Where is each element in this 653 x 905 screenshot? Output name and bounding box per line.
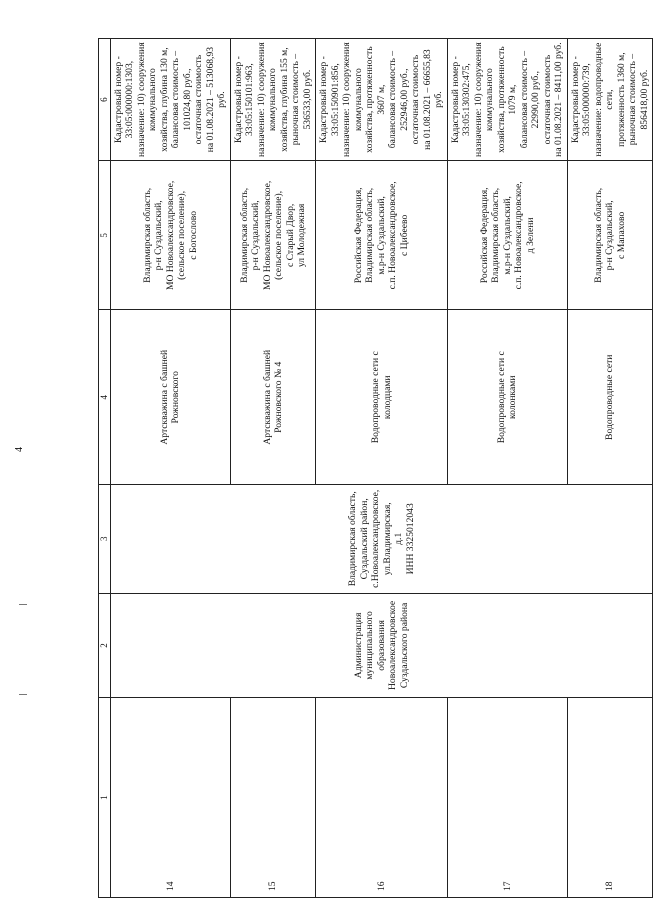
object-details: Кадастровый номер - 33:05:130302:475, назначение: 10) сооружения коммунального хозяйства, протяженность 1079 м, балансовая стоимость – 22990,00 руб., остаточная стоимость на 01.08.2021 – 8411,00 руб. [447,39,567,161]
object-details: Кадастровый номер - 33:05:000000:1303, назначение: 10) сооружения коммунального хозяйства, глубина 130 м, балансовая стоимость – 101024,80 руб., остаточная стоимость на 01.08.2021 – 513068,93 руб. [110,39,230,161]
object-name: Водопроводные сети с колодцами [316,310,448,485]
column-number: 3 [99,485,111,594]
object-name: Водопроводные сети с колонками [447,310,567,485]
column-number: 6 [99,39,111,161]
row-number: 18 [567,698,653,898]
property-table [98,38,653,898]
row-number: 16 [316,698,448,898]
rotated-table-sheet [98,38,650,898]
margin-mark [19,604,27,605]
owner-name: Администрация муниципального образования Новоалександровское Суздальского района [110,593,653,698]
object-location: Российская Федерация, Владимирская область, м.р-н Суздальский, с.п. Новоалександровское, д Зелени [447,161,567,310]
table-row [316,39,448,898]
page-number: 4 [14,447,25,452]
table-row [567,39,653,898]
row-number: 15 [230,698,316,898]
table-row [230,39,316,898]
object-name: Водопроводные сети [567,310,653,485]
column-number: 4 [99,310,111,485]
table-row [110,39,230,898]
object-location: Владимирская область, р-н Суздальский, МО Новоалександровское, (сельское поселение), с Старый Двор, ул Молодежная [230,161,316,310]
object-location: Владимирская область, р-н Суздальский, с Мапахово [567,161,653,310]
object-name: Артскважина с башней Рожновского № 4 [230,310,316,485]
object-name: Артскважина с башней Рожновского [110,310,230,485]
table-row [447,39,567,898]
object-details: Кадастровый номер - 33:05:150901:856, назначение: 10) сооружения коммунального хозяйства, протяженность 3607 м, балансовая стоимость – 252946,00 руб., остаточная стоимость на 01.08.2021 – 66655,83 руб. [316,39,448,161]
margin-mark [19,694,27,695]
owner-address: Владимирская область, Суздальский район, с.Новоалександровское, ул.Владимирская, д.1 ИНН 3325012043 [110,485,653,594]
column-number: 1 [99,698,111,898]
object-details: Кадастровый номер - 33:05:150101:963, назначение: 10) сооружения коммунального хозяйства, глубина 155 м, рыночная стоимость – 536533,00 руб. [230,39,316,161]
row-number: 14 [110,698,230,898]
row-number: 17 [447,698,567,898]
column-number: 5 [99,161,111,310]
column-number-row [99,39,111,898]
object-location: Российская Федерация, Владимирская область, м.р-н Суздальский, с.п. Новоалександровское, с Цибеево [316,161,448,310]
object-location: Владимирская область, р-н Суздальский, МО Новоалександровское, (сельское поселение), с Богослово [110,161,230,310]
column-number: 2 [99,593,111,698]
object-details: Кадастровый номер - 33:05:000000:739, назначение: водопроводные сети, протяженность 1360 м, рыночная стоимость – 856418,00 руб. [567,39,653,161]
